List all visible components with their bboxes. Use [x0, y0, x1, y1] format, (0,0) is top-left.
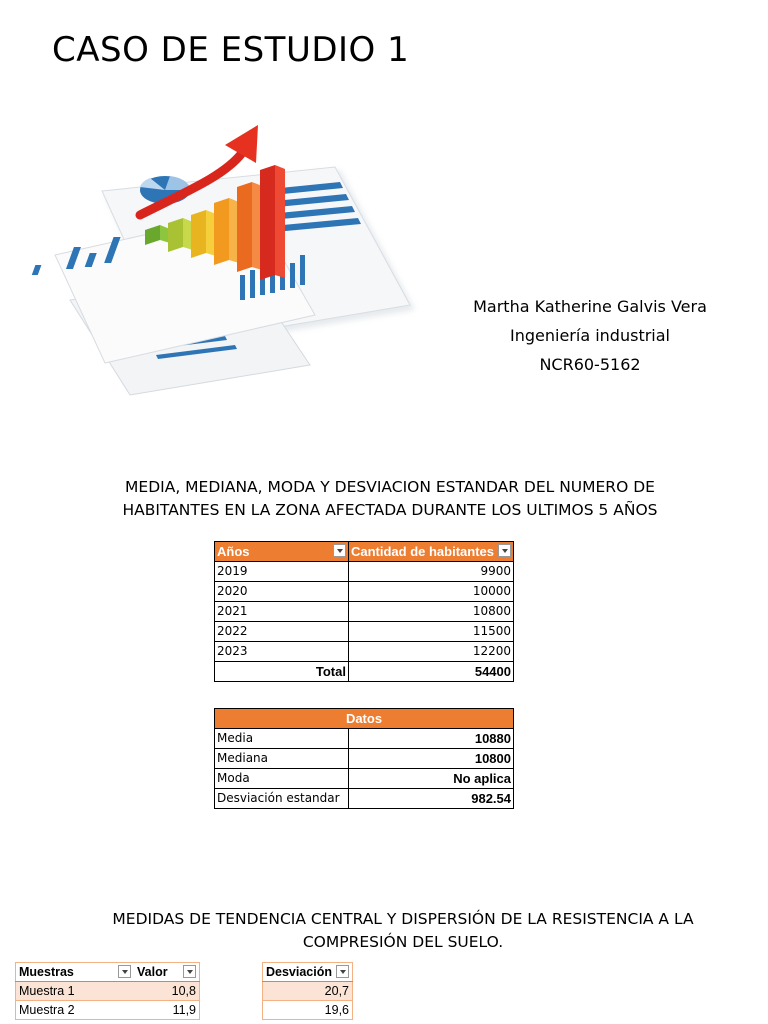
- filter-dropdown-icon[interactable]: [118, 965, 131, 978]
- table-row: [16, 1001, 200, 1020]
- section1-heading-line1: MEDIA, MEDIANA, MODA Y DESVIACION ESTANDAR DEL NUMERO DE: [125, 478, 655, 496]
- stat-value[interactable]: 10880: [349, 729, 514, 749]
- page-title: CASO DE ESTUDIO 1: [52, 30, 410, 70]
- table-row: [215, 749, 514, 769]
- section2-heading: [100, 908, 706, 954]
- table-row: [215, 562, 514, 582]
- population-column-header[interactable]: [348, 542, 513, 562]
- table-header-row: [215, 709, 514, 729]
- population-table: [214, 541, 514, 682]
- year-cell[interactable]: 2019: [215, 562, 349, 582]
- stat-label[interactable]: Media: [215, 729, 349, 749]
- table-row: [215, 582, 514, 602]
- year-cell[interactable]: 2020: [215, 582, 349, 602]
- author-code: NCR60-5162: [539, 355, 641, 374]
- samples-column-label: Muestras: [19, 965, 74, 979]
- sample-label[interactable]: Muestra 1: [16, 982, 135, 1001]
- deviation-table: [262, 962, 353, 1020]
- section1-heading: [100, 476, 680, 522]
- population-cell[interactable]: 10000: [348, 582, 513, 602]
- samples-table: [15, 962, 200, 1020]
- table-row: [215, 769, 514, 789]
- stat-value[interactable]: No aplica: [349, 769, 514, 789]
- author-program: Ingeniería industrial: [510, 326, 670, 345]
- total-row: [215, 662, 514, 682]
- year-cell[interactable]: 2023: [215, 642, 349, 662]
- table-row: [215, 789, 514, 809]
- filter-dropdown-icon[interactable]: [498, 544, 511, 557]
- deviation-column-label: Desviación: [266, 965, 333, 979]
- population-cell[interactable]: 12200: [348, 642, 513, 662]
- deviation-column-header[interactable]: [263, 963, 353, 982]
- table-row: [263, 982, 353, 1001]
- years-column-label: Años: [217, 544, 250, 559]
- table-row: [215, 642, 514, 662]
- stat-value[interactable]: 10800: [349, 749, 514, 769]
- value-column-label: Valor: [137, 965, 168, 979]
- value-column-header[interactable]: [134, 963, 200, 982]
- sample-label[interactable]: Muestra 2: [16, 1001, 135, 1020]
- population-cell[interactable]: 9900: [348, 562, 513, 582]
- section1-heading-line2: HABITANTES EN LA ZONA AFECTADA DURANTE LOS ULTIMOS 5 AÑOS: [122, 501, 658, 519]
- section2-heading-line2: COMPRESIÓN DEL SUELO.: [302, 933, 504, 951]
- table-row: [215, 602, 514, 622]
- deviation-value[interactable]: 20,7: [263, 982, 353, 1001]
- years-column-header[interactable]: [215, 542, 349, 562]
- table-row: [215, 729, 514, 749]
- table-row: [215, 622, 514, 642]
- population-cell[interactable]: 10800: [348, 602, 513, 622]
- stat-value[interactable]: 982.54: [349, 789, 514, 809]
- stat-label[interactable]: Desviación estandar: [215, 789, 349, 809]
- table-header-row: [263, 963, 353, 982]
- total-label[interactable]: Total: [215, 662, 349, 682]
- total-value[interactable]: 54400: [348, 662, 513, 682]
- section2-heading-line1: MEDIDAS DE TENDENCIA CENTRAL Y DISPERSIÓN DE LA RESISTENCIA A LA: [112, 910, 694, 928]
- year-cell[interactable]: 2022: [215, 622, 349, 642]
- statistics-table: [214, 708, 514, 809]
- deviation-value[interactable]: 19,6: [263, 1001, 353, 1020]
- population-cell[interactable]: 11500: [348, 622, 513, 642]
- filter-dropdown-icon[interactable]: [336, 965, 349, 978]
- stat-label[interactable]: Moda: [215, 769, 349, 789]
- table-row: [263, 1001, 353, 1020]
- table-header-row: [16, 963, 200, 982]
- year-cell[interactable]: 2021: [215, 602, 349, 622]
- table-row: [16, 982, 200, 1001]
- stat-label[interactable]: Mediana: [215, 749, 349, 769]
- filter-dropdown-icon[interactable]: [333, 544, 346, 557]
- filter-dropdown-icon[interactable]: [183, 965, 196, 978]
- table-header-row: [215, 542, 514, 562]
- sample-value[interactable]: 10,8: [134, 982, 200, 1001]
- sample-value[interactable]: 11,9: [134, 1001, 200, 1020]
- author-block: [450, 292, 730, 379]
- statistics-header[interactable]: Datos: [215, 709, 514, 729]
- growth-chart-illustration-icon: [10, 115, 430, 415]
- samples-column-header[interactable]: [16, 963, 135, 982]
- population-column-label: Cantidad de habitantes: [350, 544, 494, 559]
- author-name: Martha Katherine Galvis Vera: [473, 297, 707, 316]
